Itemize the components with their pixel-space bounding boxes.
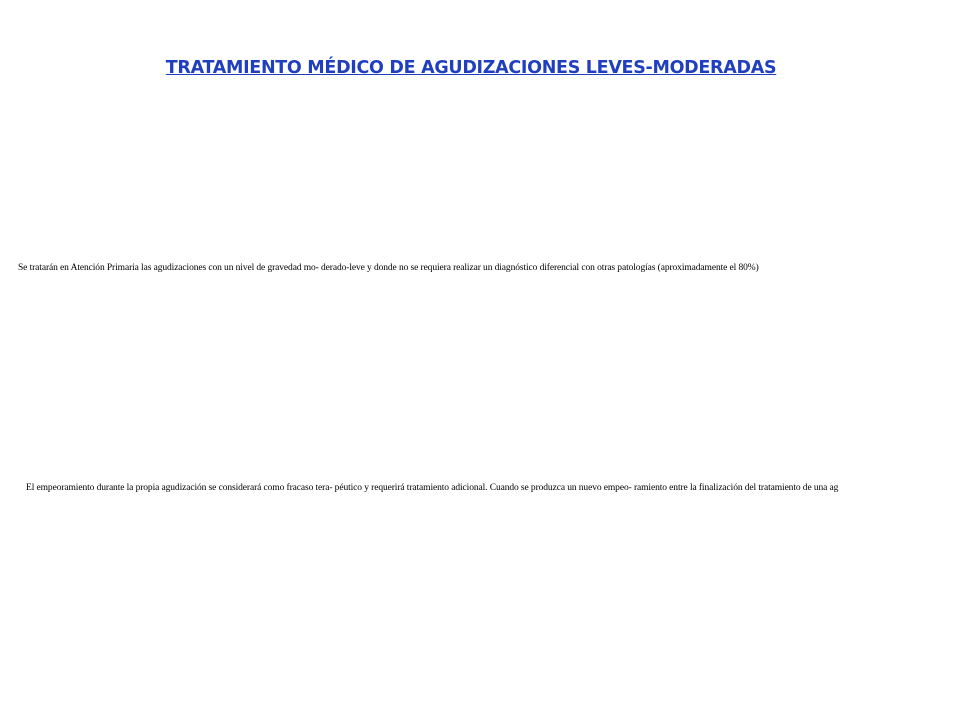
slide-title: TRATAMIENTO MÉDICO DE AGUDIZACIONES LEVES-MODERADAS [165,58,777,78]
paragraph-primary-care: Se tratarán en Atención Primaria las agudizaciones con un nivel de gravedad mo- derado-leve y donde no se requiera realizar un diagnóstico diferencial con otras patologías (aproximadamente el 80%) [18,263,759,273]
paragraph-therapeutic-failure: El empeoramiento durante la propia agudización se considerará como fracaso tera- péutico y requerirá tratamiento adicional. Cuando se produzca un nuevo empeo- ramiento entre la finalización del tratamiento de una ag [26,483,839,493]
